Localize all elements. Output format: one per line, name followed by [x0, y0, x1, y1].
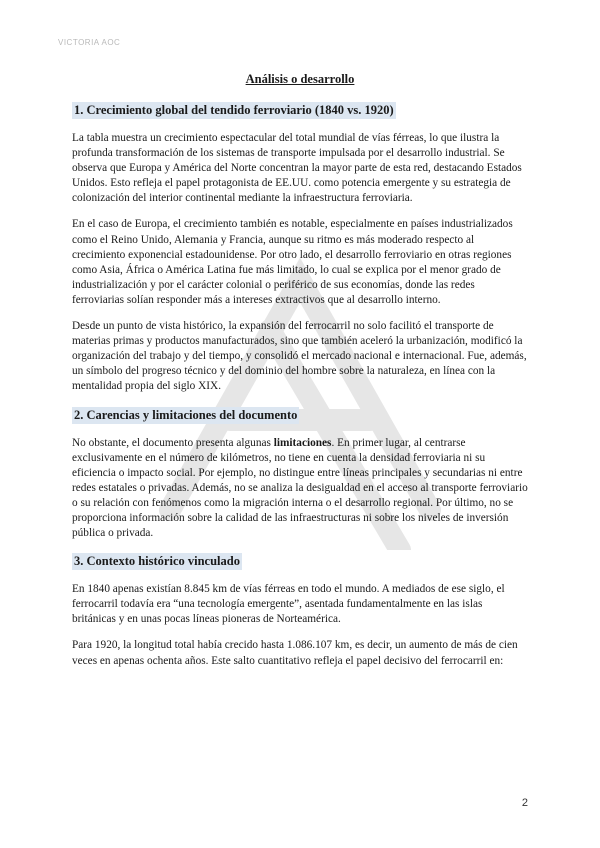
page-title: Análisis o desarrollo — [245, 72, 355, 86]
paragraph-text: No obstante, el documento presenta algunas — [72, 436, 274, 449]
page-number: 2 — [521, 797, 528, 809]
paragraph: En el caso de Europa, el crecimiento también es notable, especialmente en países industrializados como el Reino Unido, Alemania y Francia, aunque su ritmo es más moderado respecto al crecimiento exponencial estadounidense. Por otro lado, el desarrollo ferroviario en otras regiones como Asia, África o América Latina fue más limitado, lo cual se explica por el menor grado de industrialización y por el carácter colonial o periférico de sus economías, donde las redes ferroviarias solían responder más a intereses extractivos que al desarrollo interno. — [72, 218, 513, 306]
section-heading-3: 3. Contexto histórico vinculado — [74, 554, 240, 569]
bold-term: limitaciones — [273, 436, 332, 449]
section-heading-1: 1. Crecimiento global del tendido ferroviario (1840 vs. 1920) — [74, 103, 394, 117]
document-body — [72, 72, 528, 680]
section-heading-2: 2. Carencias y limitaciones del documento — [74, 407, 298, 422]
paragraph: Desde un punto de vista histórico, la expansión del ferrocarril no solo facilitó el transporte de materias primas y productos manufacturados, sino que también aceleró la urbanización, modificó la organización del trabajo y del tiempo, y consolidó el mercado nacional e internacional. Fue, además, un símbolo del progreso técnico y del dominio del hombre sobre la naturaleza, en línea con la mentalidad propia del siglo XIX. — [72, 320, 527, 393]
paragraph — [72, 436, 528, 542]
paragraph: Para 1920, la longitud total había crecido hasta 1.086.107 km, es decir, un aumento de más de cien veces en apenas ochenta años. Este salto cuantitativo refleja el papel decisivo del ferrocarril en: — [72, 639, 518, 667]
paragraph-text: . En primer lugar, al centrarse exclusivamente en el número de kilómetros, no tiene en cuenta la densidad ferroviaria ni su eficiencia o impacto social. Por ejemplo, no distingue entre líneas principales y secundarias ni entre redes estatales o privadas. Además, no se analiza la desigualdad en el acceso al transporte ferroviario o su relación con fenómenos como la migración interna o el desarrollo regional. Por último, no se proporciona información sobre la calidad de las infraestructuras ni sobre los niveles de inversión pública o privada. — [72, 436, 528, 540]
paragraph: En 1840 apenas existían 8.845 km de vías férreas en todo el mundo. A mediados de ese siglo, el ferrocarril todavía era “una tecnología emergente”, asentada fundamentalmente en las islas británicas y en unas pocas líneas pioneras de Norteamérica. — [72, 583, 505, 626]
header-watermark: VICTORIA AOC — [58, 38, 121, 47]
paragraph: La tabla muestra un crecimiento espectacular del total mundial de vías férreas, lo que ilustra la profunda transformación de los sistemas de transporte impulsada por el desarrollo industrial. Se observa que Europa y América del Norte concentran la mayor parte de esta red, destacando Estados Unidos. Esto refleja el papel protagonista de EE.UU. como potencia emergente y su estrategia de colonización del interior continental mediante la infraestructura ferroviaria. — [72, 132, 522, 205]
